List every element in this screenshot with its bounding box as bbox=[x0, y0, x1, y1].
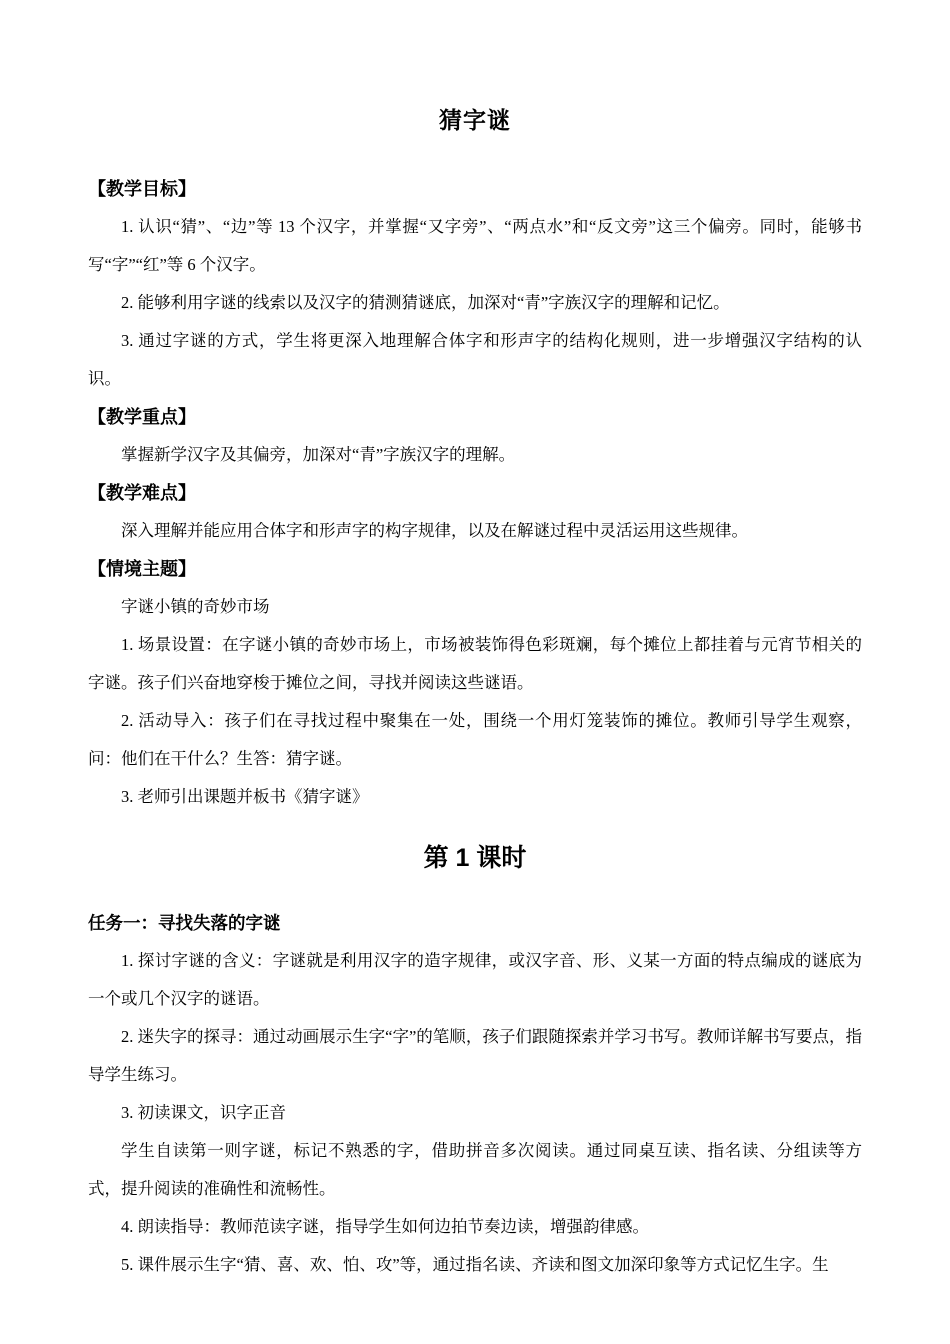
page-title: 猜字谜 bbox=[439, 107, 511, 133]
paragraph-task1-step4: 4. 朗读指导：教师范读字谜，指导学生如何边拍节奏边读，增强韵律感。 bbox=[121, 1217, 649, 1236]
paragraph-task1-step2: 2. 迷失字的探寻：通过动画展示生字“字”的笔顺，孩子们跟随探索并学习书写。教师详解书写要点，指导学生练习。 bbox=[88, 1027, 862, 1084]
paragraph-difficulty: 深入理解并能应用合体字和形声字的构字规律，以及在解谜过程中灵活运用这些规律。 bbox=[121, 521, 748, 540]
heading-teaching-goals: 【教学目标】 bbox=[88, 179, 196, 199]
task-heading-1: 任务一：寻找失落的字谜 bbox=[88, 913, 281, 933]
heading-situation-theme: 【情境主题】 bbox=[88, 559, 196, 579]
heading-teaching-difficulty: 【教学难点】 bbox=[88, 483, 196, 503]
heading-teaching-key-point: 【教学重点】 bbox=[88, 407, 196, 427]
paragraph-task1-step3-detail: 学生自读第一则字谜，标记不熟悉的字，借助拼音多次阅读。通过同桌互读、指名读、分组读等方式，提升阅读的准确性和流畅性。 bbox=[88, 1141, 862, 1198]
paragraph-key-point: 掌握新学汉字及其偏旁，加深对“青”字族汉字的理解。 bbox=[121, 445, 516, 464]
paragraph-goal-2: 2. 能够利用字谜的线索以及汉字的猜测猜谜底，加深对“青”字族汉字的理解和记忆。 bbox=[121, 293, 730, 312]
paragraph-goal-1: 1. 认识“猜”、“边”等 13 个汉字，并掌握“又字旁”、“两点水”和“反文旁”这三个偏旁。同时，能够书写“字”“红”等 6 个汉字。 bbox=[88, 217, 862, 274]
paragraph-activity-intro: 2. 活动导入：孩子们在寻找过程中聚集在一处，围绕一个用灯笼装饰的摊位。教师引导学生观察，问：他们在干什么？生答：猜字谜。 bbox=[88, 711, 862, 768]
paragraph-scene-setting: 1. 场景设置：在字谜小镇的奇妙市场上，市场被装饰得色彩斑斓，每个摊位上都挂着与元宵节相关的字谜。孩子们兴奋地穿梭于摊位之间，寻找并阅读这些谜语。 bbox=[88, 635, 862, 692]
paragraph-task1-step1: 1. 探讨字谜的含义：字谜就是利用汉字的造字规律，或汉字音、形、义某一方面的特点编成的谜底为一个或几个汉字的谜语。 bbox=[88, 951, 862, 1008]
paragraph-goal-3: 3. 通过字谜的方式，学生将更深入地理解合体字和形声字的结构化规则，进一步增强汉字结构的认识。 bbox=[88, 331, 862, 388]
paragraph-board-writing: 3. 老师引出课题并板书《猜字谜》 bbox=[121, 787, 369, 806]
paragraph-task1-step5: 5. 课件展示生字“猜、喜、欢、怕、攻”等，通过指名读、齐读和图文加深印象等方式记忆生字。生 bbox=[121, 1255, 829, 1274]
paragraph-task1-step3: 3. 初读课文，识字正音 bbox=[121, 1103, 286, 1122]
chapter-heading-lesson-1: 第 1 课时 bbox=[423, 844, 527, 872]
paragraph-theme-name: 字谜小镇的奇妙市场 bbox=[121, 597, 270, 616]
document-body bbox=[88, 170, 862, 1284]
